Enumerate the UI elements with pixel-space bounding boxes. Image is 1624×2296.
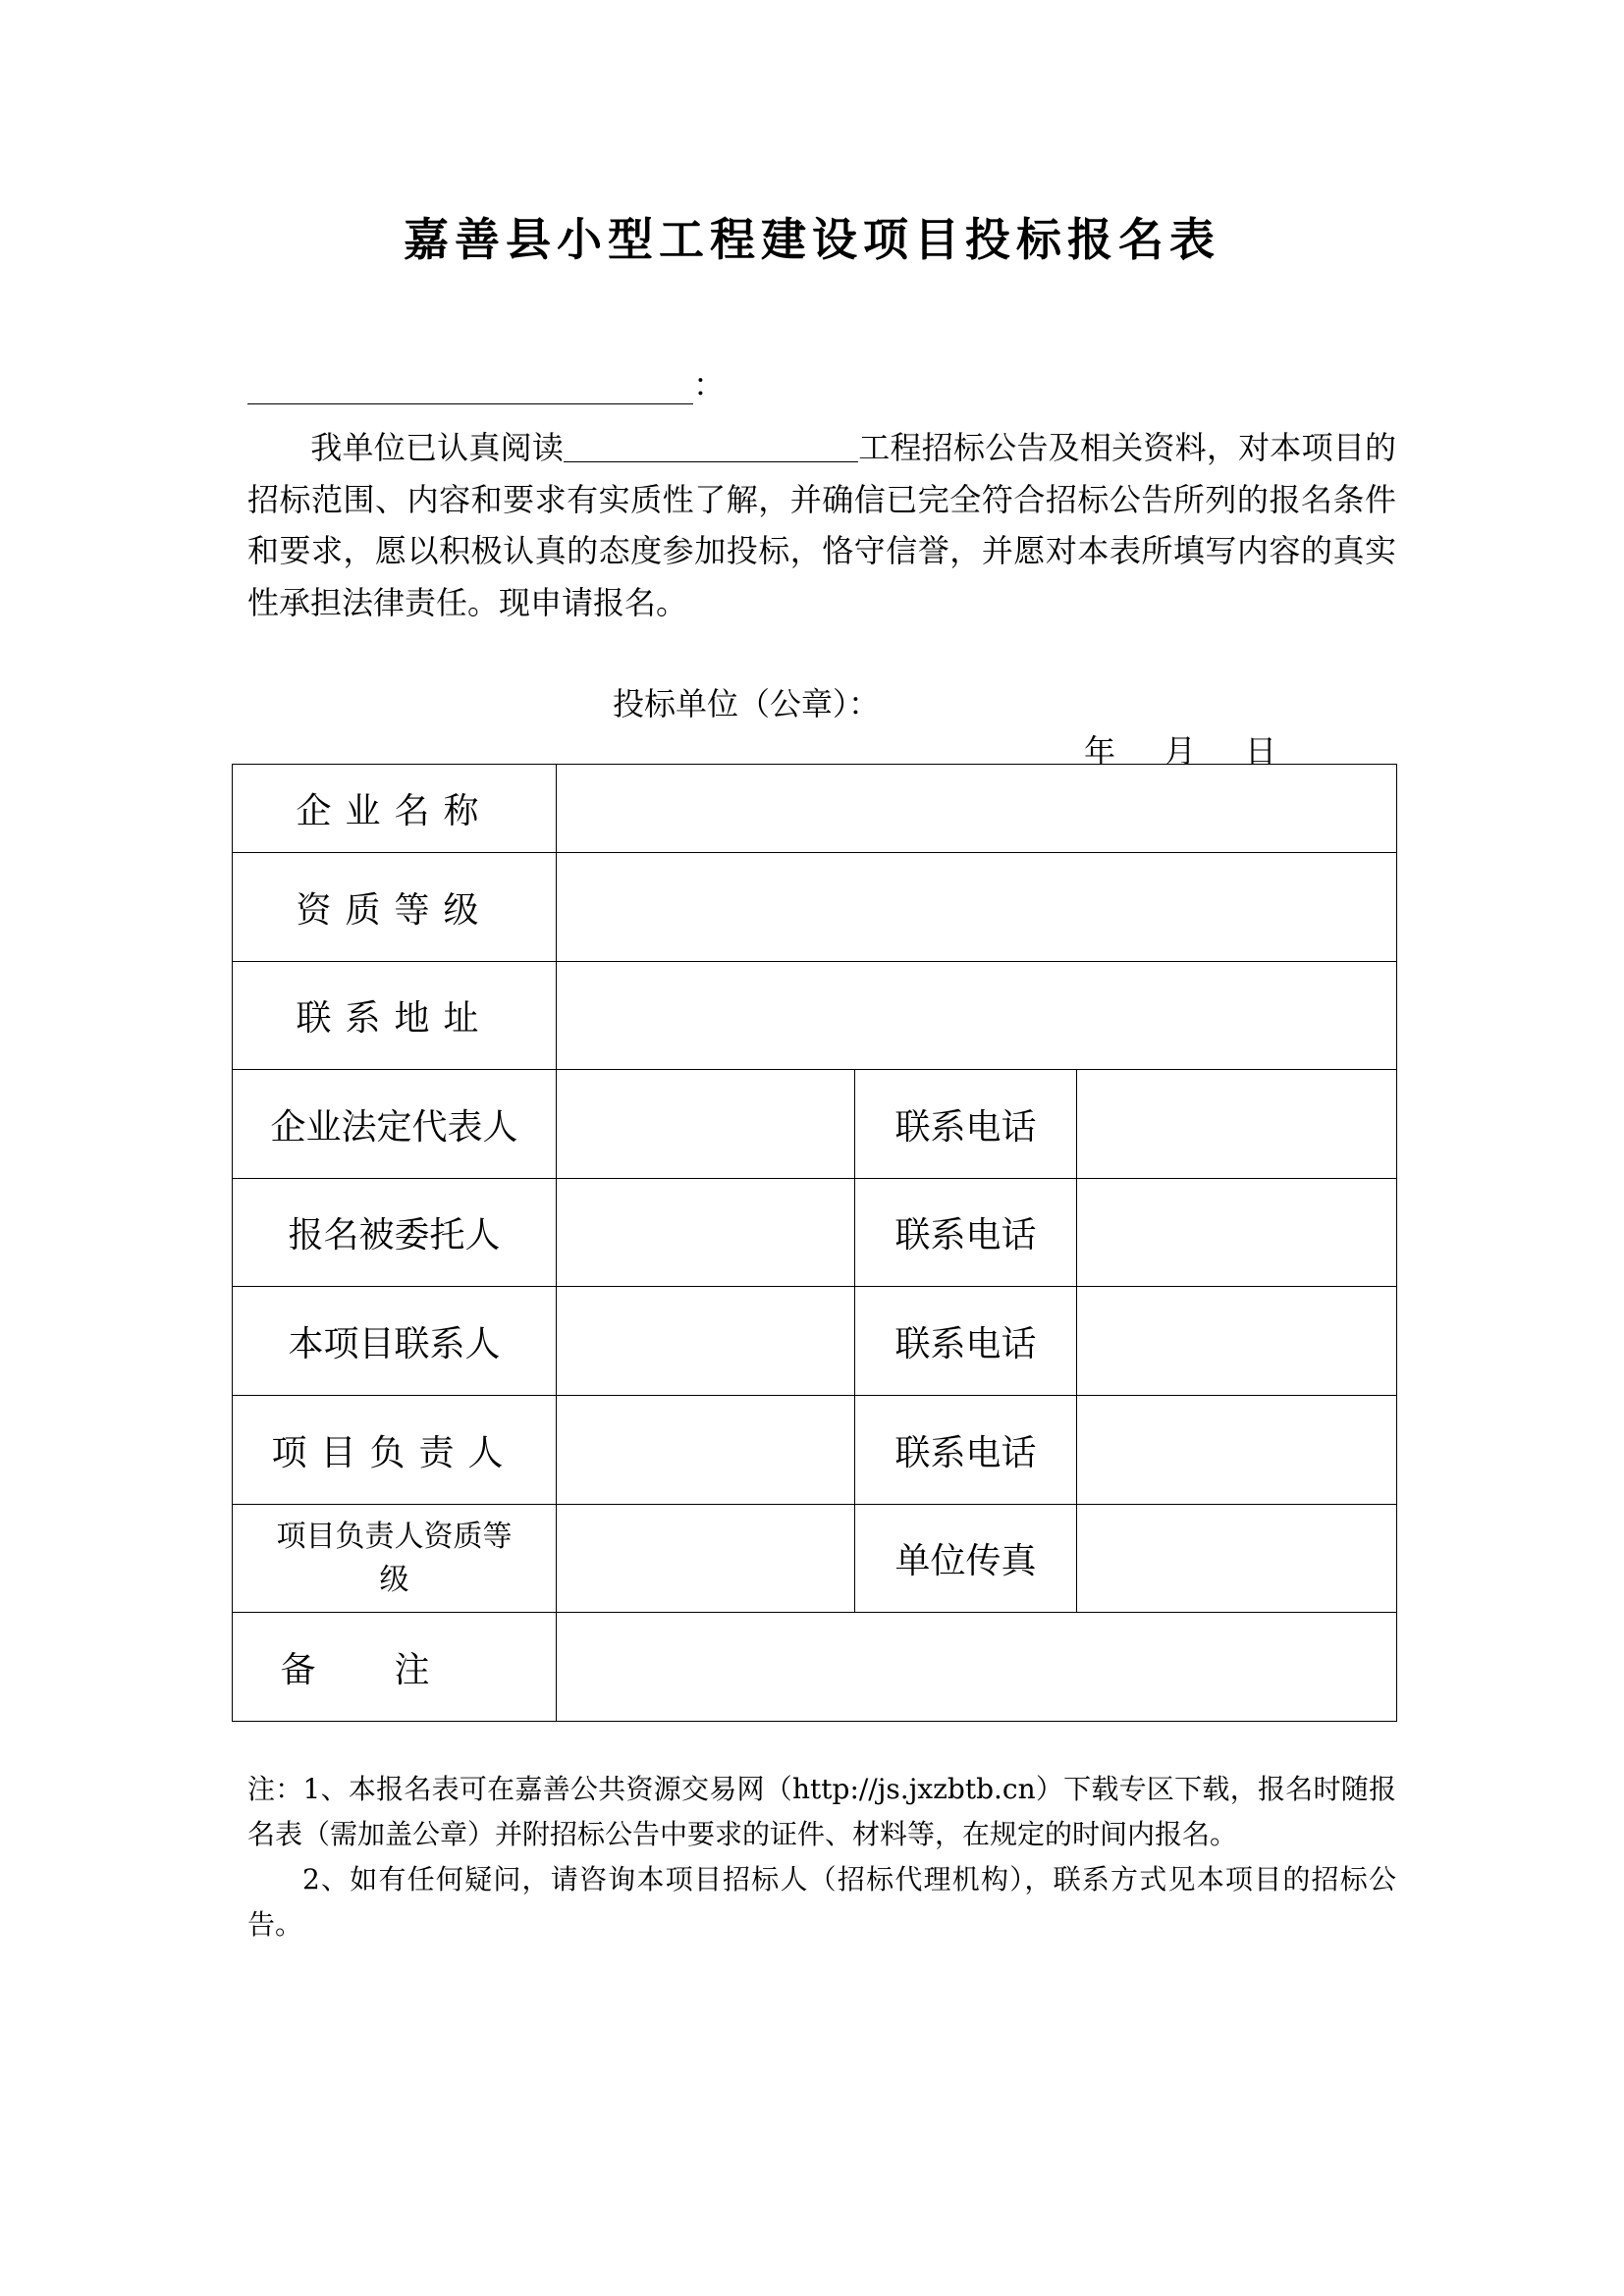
- project-manager-label: 项目负责人: [233, 1396, 557, 1505]
- remarks-label: 备注: [233, 1613, 557, 1722]
- addressee-line: [247, 365, 725, 404]
- project-manager-phone-field[interactable]: [1077, 1396, 1397, 1505]
- table-row: [233, 853, 1397, 962]
- legal-representative-field[interactable]: [557, 1070, 855, 1179]
- date-year: 年: [1084, 732, 1116, 770]
- phone-label: 联系电话: [855, 1396, 1077, 1505]
- legal-representative-phone-field[interactable]: [1077, 1070, 1397, 1179]
- declaration-text-part2: 工程招标公告及相关资料，对本项目的招标范围、内容和要求有实质性了解，并确信已完全符合招标公告所列的报名条件和要求，愿以积极认真的态度参加投标，恪守信誉，并愿对本表所填写内容的真实性承担法律责任。现申请报名。: [247, 429, 1396, 621]
- legal-representative-label: 企业法定代表人: [233, 1070, 557, 1179]
- qualification-level-field[interactable]: [557, 853, 1397, 962]
- project-name-blank[interactable]: [564, 432, 858, 462]
- addressee-colon: ：: [693, 366, 726, 403]
- table-row: [233, 1396, 1397, 1505]
- footnotes: [247, 1767, 1396, 1948]
- company-name-label: 企业名称: [233, 765, 557, 853]
- entrusted-registrant-label: 报名被委托人: [233, 1179, 557, 1287]
- table-row: [233, 1613, 1397, 1722]
- qualification-level-label: 资质等级: [233, 853, 557, 962]
- table-row: [233, 1070, 1397, 1179]
- table-row: [233, 1179, 1397, 1287]
- bidder-seal-label: 投标单位（公章）：: [613, 685, 881, 722]
- entrusted-registrant-field[interactable]: [557, 1179, 855, 1287]
- project-manager-qualification-field[interactable]: [557, 1505, 855, 1613]
- date-month: 月: [1164, 732, 1197, 770]
- footnote-2: 2、如有任何疑问，请咨询本项目招标人（招标代理机构），联系方式见本项目的招标公告。: [247, 1863, 1396, 1941]
- project-contact-label: 本项目联系人: [233, 1287, 557, 1396]
- date-day: 日: [1245, 732, 1277, 770]
- project-contact-phone-field[interactable]: [1077, 1287, 1397, 1396]
- phone-label: 联系电话: [855, 1287, 1077, 1396]
- contact-address-label: 联系地址: [233, 962, 557, 1070]
- addressee-blank[interactable]: [247, 374, 693, 404]
- form-title: 嘉善县小型工程建设项目投标报名表: [404, 213, 1220, 266]
- fax-label: 单位传真: [855, 1505, 1077, 1613]
- project-manager-field[interactable]: [557, 1396, 855, 1505]
- project-contact-field[interactable]: [557, 1287, 855, 1396]
- table-row: [233, 962, 1397, 1070]
- table-row: [233, 1287, 1397, 1396]
- entrusted-registrant-phone-field[interactable]: [1077, 1179, 1397, 1287]
- registration-table: [232, 764, 1397, 1722]
- phone-label: 联系电话: [855, 1179, 1077, 1287]
- contact-address-field[interactable]: [557, 962, 1397, 1070]
- remarks-field[interactable]: [557, 1613, 1397, 1722]
- declaration-paragraph: [247, 422, 1396, 628]
- footnote-1: 注：1、本报名表可在嘉善公共资源交易网（http://js.jxzbtb.cn）下载专区下载，报名时随报名表（需加盖公章）并附招标公告中要求的证件、材料等，在规定的时间内报名。: [247, 1773, 1396, 1850]
- company-name-field[interactable]: [557, 765, 1397, 853]
- declaration-text-part1: 我单位已认真阅读: [310, 429, 565, 466]
- table-row: [233, 1505, 1397, 1613]
- fax-field[interactable]: [1077, 1505, 1397, 1613]
- project-manager-qualification-label: 项目负责人资质等级: [233, 1505, 557, 1613]
- table-row: [233, 765, 1397, 853]
- phone-label: 联系电话: [855, 1070, 1077, 1179]
